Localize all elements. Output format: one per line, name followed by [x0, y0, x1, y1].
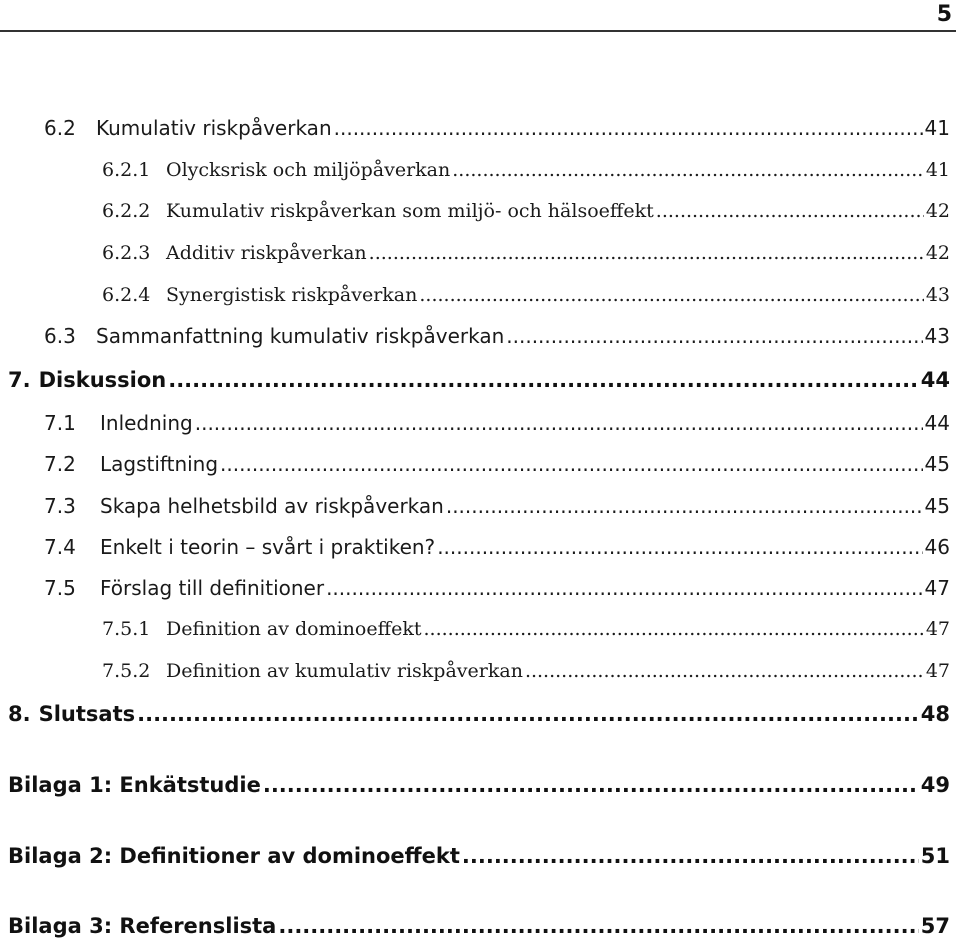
- toc-entry-title: Slutsats: [38, 702, 136, 726]
- toc-entry[interactable]: [102, 660, 950, 682]
- toc-entry-number: 7.5.1: [102, 618, 151, 640]
- toc-entry-page: 44: [920, 368, 950, 392]
- toc-entry[interactable]: [44, 452, 950, 476]
- toc-entry-number: 6.2.2: [102, 200, 151, 222]
- toc-entry-leader: [656, 200, 924, 222]
- toc-entry-title: Bilaga 1: Enkätstudie: [8, 773, 261, 797]
- toc-entry-page: 47: [924, 576, 950, 600]
- toc-entry-leader: [263, 773, 919, 797]
- toc-entry-title: Olycksrisk och miljöpåverkan: [166, 159, 451, 181]
- toc-entry-leader: [525, 660, 924, 682]
- toc-entry[interactable]: [44, 411, 950, 435]
- toc-entry-title: Skapa helhetsbild av riskpåverkan: [100, 494, 444, 518]
- toc-entry-title: Enkelt i teorin – svårt i praktiken?: [100, 535, 436, 559]
- toc-entry[interactable]: [44, 494, 950, 518]
- toc-entry-page: 43: [925, 284, 950, 306]
- toc-entry-title: Synergistisk riskpåverkan: [166, 284, 418, 306]
- toc-entry-number: 7.2: [44, 452, 76, 476]
- page-number: 5: [936, 2, 952, 27]
- toc-entry-page: 42: [925, 200, 950, 222]
- toc-entry-title: Kumulativ riskpåverkan som miljö- och hälsoeffekt: [166, 200, 654, 222]
- toc-entry-page: 47: [925, 618, 950, 640]
- toc-entry-page: 51: [920, 844, 950, 868]
- toc-entry-page: 44: [924, 411, 950, 435]
- toc-entry[interactable]: [102, 284, 950, 306]
- toc-entry-number: 8.: [8, 702, 31, 726]
- toc-entry-leader: [437, 535, 922, 559]
- toc-entry-number: 7.1: [44, 411, 76, 435]
- toc-entry[interactable]: [102, 618, 950, 640]
- toc-entry-title: Definition av dominoeffekt: [166, 618, 422, 640]
- toc-entry-number: 6.2.1: [102, 159, 151, 181]
- toc-entry-number: 6.2.4: [102, 284, 151, 306]
- toc-entry-leader: [195, 411, 923, 435]
- toc-entry-leader: [326, 576, 922, 600]
- toc-entry-number: 6.2.3: [102, 242, 151, 264]
- toc-entry[interactable]: [44, 324, 950, 348]
- toc-entry-number: 6.3: [44, 324, 76, 348]
- toc-entry[interactable]: [8, 368, 950, 392]
- toc-entry-number: 7.4: [44, 535, 76, 559]
- toc-entry-page: 43: [924, 324, 950, 348]
- toc-entry[interactable]: [44, 116, 950, 140]
- toc-entry-leader: [278, 914, 918, 938]
- toc-entry[interactable]: [102, 242, 950, 264]
- toc-entry-page: 41: [925, 159, 950, 181]
- toc-entry[interactable]: [8, 914, 950, 938]
- toc-entry-leader: [452, 159, 924, 181]
- toc-entry-title: Bilaga 3: Referenslista: [8, 914, 277, 938]
- toc-entry-leader: [446, 494, 923, 518]
- toc-entry-leader: [419, 284, 923, 306]
- toc-entry-leader: [220, 452, 923, 476]
- toc-entry-leader: [168, 368, 919, 392]
- toc-entry[interactable]: [102, 200, 950, 222]
- toc-entry-leader: [334, 116, 923, 140]
- toc-entry-title: Bilaga 2: Definitioner av dominoeffekt: [8, 844, 460, 868]
- toc-entry-page: 48: [920, 702, 950, 726]
- toc-entry-title: Förslag till definitioner: [100, 576, 325, 600]
- toc-entry-number: 6.2: [44, 116, 76, 140]
- toc-entry[interactable]: [44, 576, 950, 600]
- toc-entry-page: 42: [925, 242, 950, 264]
- toc-entry-title: Diskussion: [38, 368, 167, 392]
- toc-entry-page: 49: [920, 773, 950, 797]
- toc-entry[interactable]: [44, 535, 950, 559]
- toc-entry-page: 47: [925, 660, 950, 682]
- toc-entry-page: 46: [924, 535, 950, 559]
- toc-entry[interactable]: [102, 159, 950, 181]
- toc-entry-leader: [462, 844, 919, 868]
- toc-entry[interactable]: [8, 844, 950, 868]
- toc-entry-page: 41: [924, 116, 950, 140]
- toc-entry-page: 57: [920, 914, 950, 938]
- toc-entry-page: 45: [924, 452, 950, 476]
- toc-entry-title: Lagstiftning: [100, 452, 219, 476]
- toc-entry-leader: [506, 324, 922, 348]
- toc-entry[interactable]: [8, 702, 950, 726]
- toc-entry-number: 7.: [8, 368, 31, 392]
- toc-entry-page: 45: [924, 494, 950, 518]
- toc-entry-title: Additiv riskpåverkan: [166, 242, 367, 264]
- toc-entry[interactable]: [8, 773, 950, 797]
- toc-entry-number: 7.3: [44, 494, 76, 518]
- toc-entry-leader: [137, 702, 919, 726]
- toc-entry-title: Sammanfattning kumulativ riskpåverkan: [96, 324, 505, 348]
- toc-entry-number: 7.5: [44, 576, 76, 600]
- toc-entry-leader: [369, 242, 924, 264]
- toc-entry-title: Inledning: [100, 411, 193, 435]
- toc-entry-leader: [424, 618, 924, 640]
- toc-entry-number: 7.5.2: [102, 660, 151, 682]
- toc-entry-title: Kumulativ riskpåverkan: [96, 116, 332, 140]
- toc-entry-title: Definition av kumulativ riskpåverkan: [166, 660, 523, 682]
